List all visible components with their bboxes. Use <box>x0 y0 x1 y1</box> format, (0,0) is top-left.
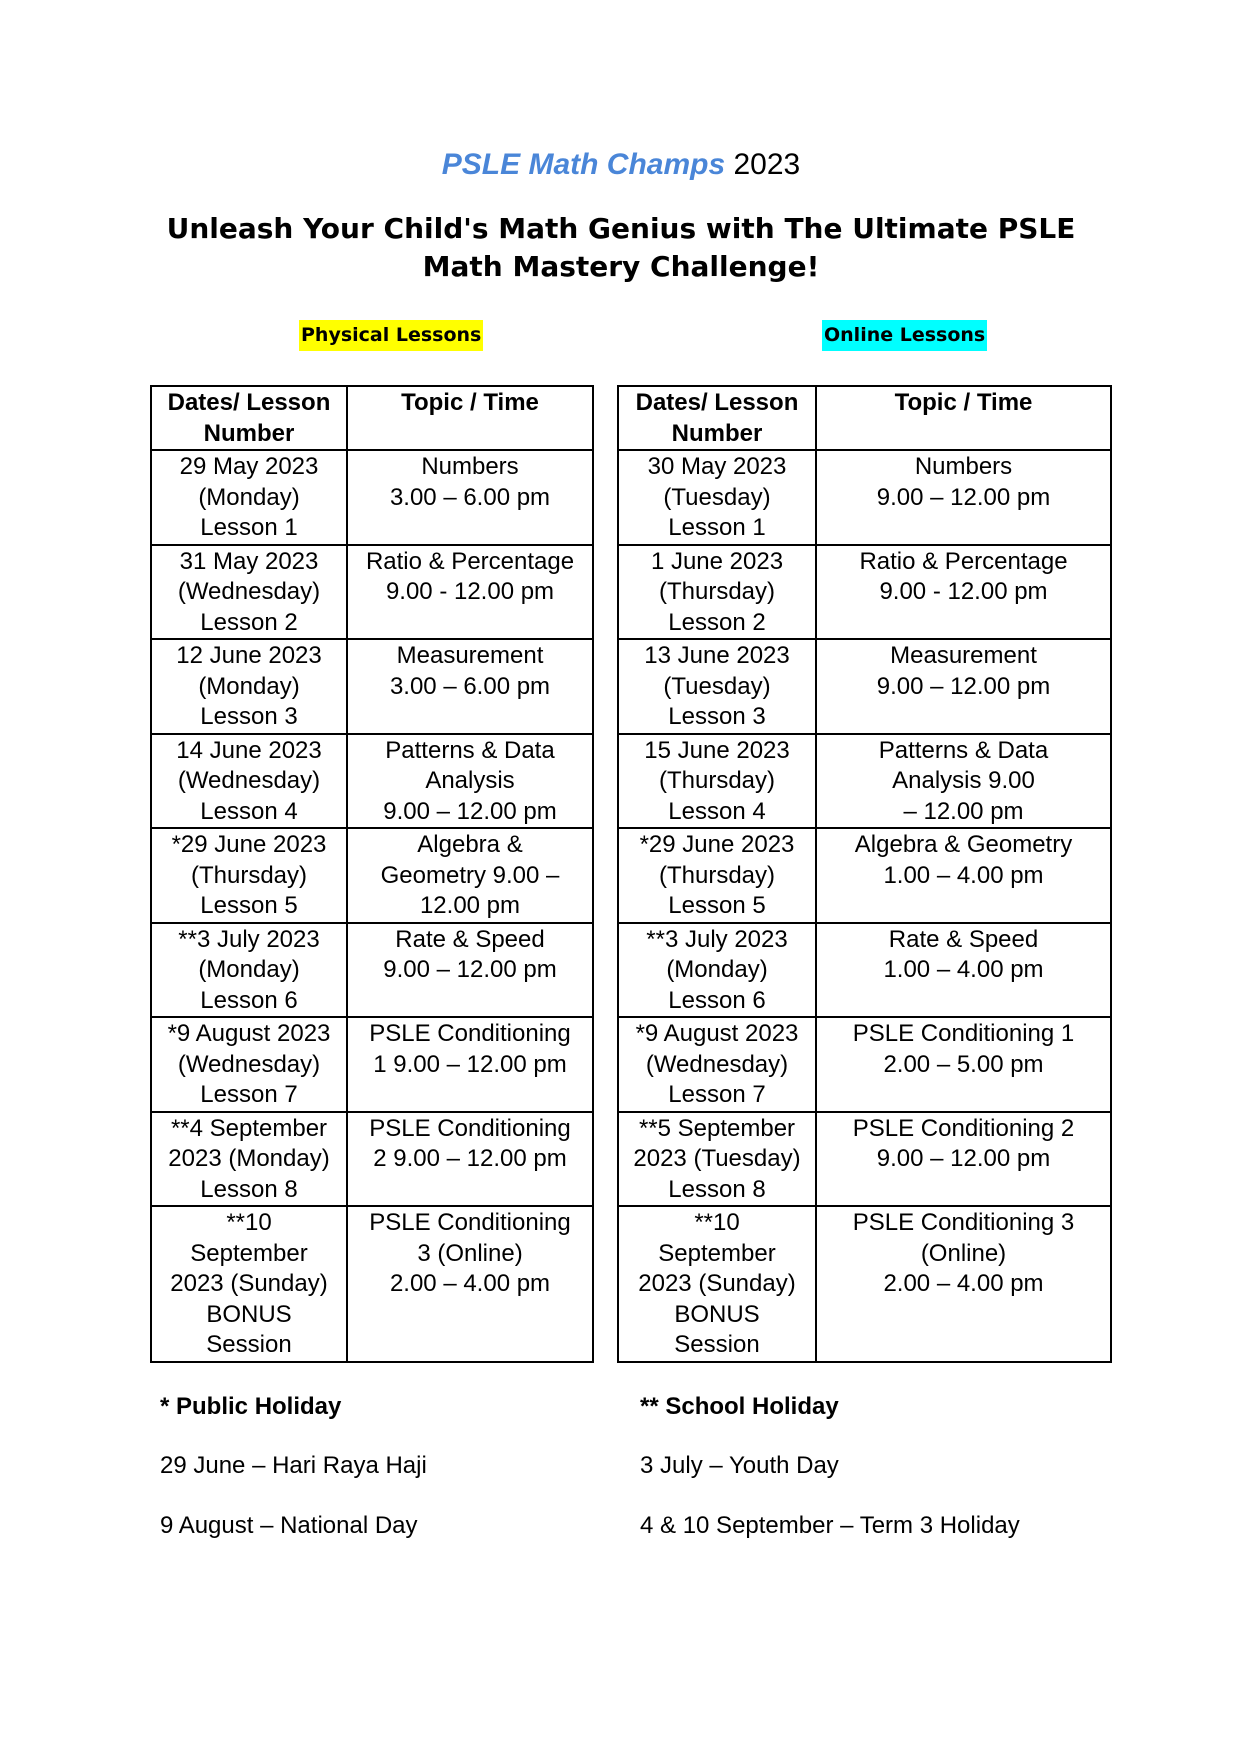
lesson-date-cell: **3 July 2023 (Monday) Lesson 6 <box>151 923 347 1018</box>
lesson-date-cell: 30 May 2023 (Tuesday) Lesson 1 <box>618 450 816 545</box>
table-row <box>618 450 1111 545</box>
physical-lessons-label: Physical Lessons <box>299 320 483 351</box>
table-row <box>151 923 593 1018</box>
lesson-topic-cell: PSLE Conditioning 2 9.00 – 12.00 pm <box>347 1112 593 1207</box>
table-row <box>618 734 1111 829</box>
table-row <box>151 734 593 829</box>
lesson-topic-cell: PSLE Conditioning 2 9.00 – 12.00 pm <box>816 1112 1111 1207</box>
table-row <box>151 1017 593 1112</box>
lesson-topic-cell: Measurement 9.00 – 12.00 pm <box>816 639 1111 734</box>
column-header-topic: Topic / Time <box>816 386 1111 450</box>
public-holiday-item: 9 August – National Day <box>160 1512 418 1539</box>
column-header-dates: Dates/ Lesson Number <box>151 386 347 450</box>
document-subtitle: Unleash Your Child's Math Genius with The Ultimate PSLE Math Mastery Challenge! <box>166 212 1076 283</box>
column-header-topic: Topic / Time <box>347 386 593 450</box>
lesson-date-cell: **10 September 2023 (Sunday) BONUS Session <box>618 1206 816 1362</box>
table-header-row <box>151 386 593 450</box>
public-holiday-heading: * Public Holiday <box>160 1393 342 1420</box>
lesson-date-cell: 12 June 2023 (Monday) Lesson 3 <box>151 639 347 734</box>
table-row <box>618 1112 1111 1207</box>
lesson-topic-cell: PSLE Conditioning 1 9.00 – 12.00 pm <box>347 1017 593 1112</box>
lesson-date-cell: *29 June 2023 (Thursday) Lesson 5 <box>151 828 347 923</box>
lesson-date-cell: *29 June 2023 (Thursday) Lesson 5 <box>618 828 816 923</box>
lesson-date-cell: **10 September 2023 (Sunday) BONUS Session <box>151 1206 347 1362</box>
table-row <box>151 1112 593 1207</box>
online-lessons-label: Online Lessons <box>822 320 987 351</box>
online-lessons-table <box>617 385 1112 1363</box>
lesson-date-cell: **4 September 2023 (Monday) Lesson 8 <box>151 1112 347 1207</box>
lesson-date-cell: **5 September 2023 (Tuesday) Lesson 8 <box>618 1112 816 1207</box>
lesson-date-cell: 29 May 2023 (Monday) Lesson 1 <box>151 450 347 545</box>
lesson-topic-cell: PSLE Conditioning 3 (Online) 2.00 – 4.00 pm <box>347 1206 593 1362</box>
document-title <box>0 145 1242 185</box>
lesson-topic-cell: Patterns & Data Analysis 9.00 – 12.00 pm <box>816 734 1111 829</box>
school-holiday-item: 4 & 10 September – Term 3 Holiday <box>640 1512 1020 1539</box>
public-holiday-item: 29 June – Hari Raya Haji <box>160 1452 427 1479</box>
lesson-topic-cell: Ratio & Percentage 9.00 - 12.00 pm <box>816 545 1111 640</box>
lesson-date-cell: 15 June 2023 (Thursday) Lesson 4 <box>618 734 816 829</box>
lesson-date-cell: 1 June 2023 (Thursday) Lesson 2 <box>618 545 816 640</box>
lesson-topic-cell: Rate & Speed 1.00 – 4.00 pm <box>816 923 1111 1018</box>
table-row <box>618 1206 1111 1362</box>
column-header-dates: Dates/ Lesson Number <box>618 386 816 450</box>
table-row <box>618 639 1111 734</box>
lesson-date-cell: 14 June 2023 (Wednesday) Lesson 4 <box>151 734 347 829</box>
table-row <box>151 828 593 923</box>
lesson-date-cell: 31 May 2023 (Wednesday) Lesson 2 <box>151 545 347 640</box>
table-header-row <box>618 386 1111 450</box>
lesson-topic-cell: PSLE Conditioning 1 2.00 – 5.00 pm <box>816 1017 1111 1112</box>
table-row <box>151 545 593 640</box>
school-holiday-heading: ** School Holiday <box>640 1393 839 1420</box>
lesson-topic-cell: Numbers 3.00 – 6.00 pm <box>347 450 593 545</box>
lesson-date-cell: *9 August 2023 (Wednesday) Lesson 7 <box>618 1017 816 1112</box>
lesson-topic-cell: Rate & Speed 9.00 – 12.00 pm <box>347 923 593 1018</box>
title-year: 2023 <box>733 148 801 181</box>
lesson-date-cell: 13 June 2023 (Tuesday) Lesson 3 <box>618 639 816 734</box>
lesson-topic-cell: Algebra & Geometry 1.00 – 4.00 pm <box>816 828 1111 923</box>
lesson-topic-cell: Numbers 9.00 – 12.00 pm <box>816 450 1111 545</box>
table-row <box>151 639 593 734</box>
table-row <box>618 1017 1111 1112</box>
table-row <box>151 1206 593 1362</box>
table-row <box>618 923 1111 1018</box>
school-holiday-item: 3 July – Youth Day <box>640 1452 839 1479</box>
table-row <box>618 828 1111 923</box>
lesson-date-cell: *9 August 2023 (Wednesday) Lesson 7 <box>151 1017 347 1112</box>
table-row <box>618 545 1111 640</box>
lesson-topic-cell: Patterns & Data Analysis 9.00 – 12.00 pm <box>347 734 593 829</box>
lesson-date-cell: **3 July 2023 (Monday) Lesson 6 <box>618 923 816 1018</box>
lesson-topic-cell: Measurement 3.00 – 6.00 pm <box>347 639 593 734</box>
table-row <box>151 450 593 545</box>
lesson-topic-cell: Algebra & Geometry 9.00 – 12.00 pm <box>347 828 593 923</box>
brand-name: PSLE Math Champs <box>441 148 726 181</box>
physical-lessons-table <box>150 385 594 1363</box>
lesson-topic-cell: PSLE Conditioning 3 (Online) 2.00 – 4.00 pm <box>816 1206 1111 1362</box>
lesson-topic-cell: Ratio & Percentage 9.00 - 12.00 pm <box>347 545 593 640</box>
